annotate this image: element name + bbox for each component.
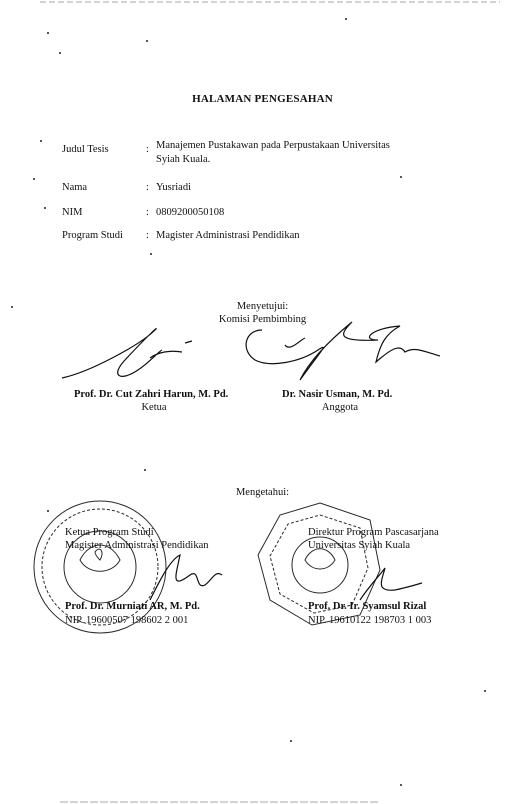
- supervisor-name-chair: Prof. Dr. Cut Zahri Harun, M. Pd.: [74, 389, 229, 400]
- field-label-thesis-title: Judul Tesis: [62, 144, 109, 155]
- supervisor-role-member: Anggota: [321, 402, 359, 413]
- field-label-nim: NIM: [62, 207, 83, 218]
- director-nip: NIP. 19610122 198703 1 003: [308, 615, 432, 626]
- supervisor-role-chair: Ketua: [141, 402, 167, 413]
- director-unit: Universitas Syiah Kuala: [308, 540, 411, 551]
- acknowledged-heading: Mengetahui:: [235, 487, 290, 498]
- field-label-study-program: Program Studi: [62, 230, 123, 241]
- field-value-thesis-title: Manajemen Pustakawan pada Perpustakaan Universitas: [156, 140, 390, 151]
- field-colon: :: [146, 144, 149, 155]
- director-title: Direktur Program Pascasarjana: [308, 527, 439, 538]
- field-colon: :: [146, 230, 149, 241]
- supervisor-name-member: Dr. Nasir Usman, M. Pd.: [282, 389, 393, 400]
- page-title: HALAMAN PENGESAHAN: [192, 93, 333, 105]
- director-name: Prof. Dr. Ir. Syamsul Rizal: [308, 601, 427, 612]
- head-of-program-unit: Magister Administrasi Pendidikan: [65, 540, 209, 551]
- stamp-left: [34, 501, 166, 633]
- field-value-name: Yusriadi: [156, 182, 191, 193]
- field-value-thesis-title-line2: Syiah Kuala.: [156, 154, 211, 165]
- head-of-program-title: Ketua Program Studi: [65, 527, 154, 538]
- field-label-name: Nama: [62, 182, 88, 193]
- committee-label: Komisi Pembimbing: [218, 314, 307, 325]
- field-value-nim: 0809200050108: [156, 207, 225, 218]
- approval-heading: Menyetujui:: [236, 301, 289, 312]
- head-of-program-name: Prof. Dr. Murniati AR, M. Pd.: [65, 601, 200, 612]
- field-colon: :: [146, 207, 149, 218]
- field-value-study-program: Magister Administrasi Pendidikan: [156, 230, 300, 241]
- head-of-program-nip: NIP. 19600507 198602 2 001: [65, 615, 189, 626]
- field-colon: :: [146, 182, 149, 193]
